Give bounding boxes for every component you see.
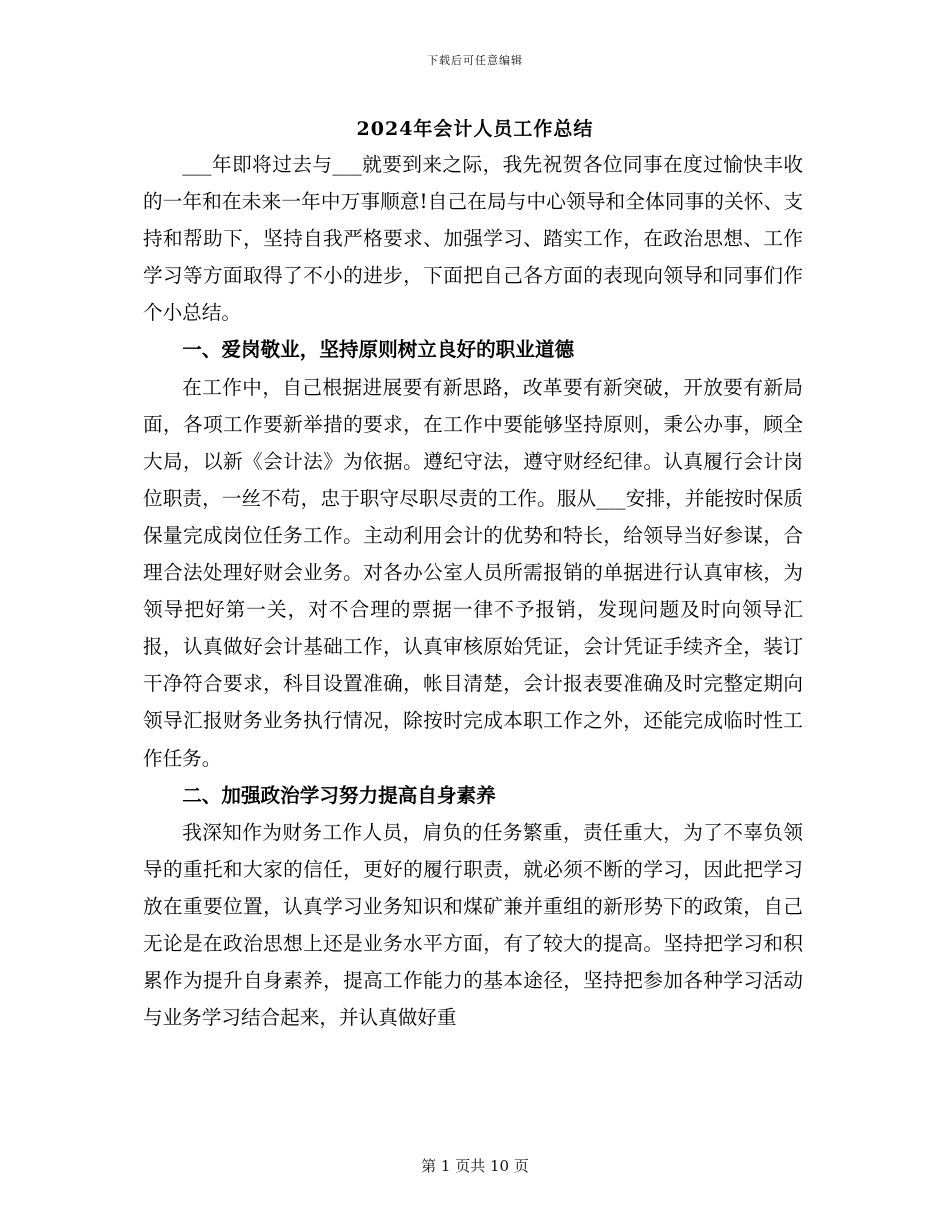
document-title: 2024年会计人员工作总结 bbox=[356, 118, 594, 140]
document-body bbox=[143, 146, 803, 1036]
page-header: 下载后可任意编辑 bbox=[427, 54, 523, 67]
intro-paragraph: ___年即将过去与___就要到来之际，我先祝贺各位同事在度过愉快丰收的一年和在未来一年中万事顺意!自己在局与中心领导和全体同事的关怀、支持和帮助下，坚持自我严格要求、加强学习、踏实工作，在政治思想、工作学习等方面取得了不小的进步，下面把自己各方面的表现向领导和同事们作个小总结。 bbox=[143, 153, 803, 325]
page-footer: 第 1 页共 10 页 bbox=[421, 1157, 529, 1175]
section-2-paragraph: 我深知作为财务工作人员，肩负的任务繁重，责任重大，为了不辜负领导的重托和大家的信任，更好的履行职责，就必须不断的学习，因此把学习放在重要位置，认真学习业务知识和煤矿兼并重组的新形势下的政策，自己无论是在政治思想上还是业务水平方面，有了较大的提高。坚持把学习和积累作为提升自身素养，提高工作能力的基本途径，坚持把参加各种学习活动与业务学习结合起来，并认真做好重 bbox=[143, 820, 803, 1030]
section-1-paragraph: 在工作中，自己根据进展要有新思路，改革要有新突破，开放要有新局面，各项工作要新举措的要求，在工作中要能够坚持原则，秉公办事，顾全大局，以新《会计法》为依据。遵纪守法，遵守财经纪律。认真履行会计岗位职责，一丝不苟，忠于职守尽职尽责的工作。服从___安排，并能按时保质保量完成岗位任务工作。主动利用会计的优势和特长，给领导当好参谋，合理合法处理好财会业务。对各办公室人员所需报销的单据进行认真审核，为领导把好第一关，对不合理的票据一律不予报销，发现问题及时向领导汇报，认真做好会计基础工作，认真审核原始凭证，会计凭证手续齐全，装订干净符合要求，科目设置准确，帐目清楚，会计报表要准确及时完整定期向领导汇报财务业务执行情况，除按时完成本职工作之外，还能完成临时性工作任务。 bbox=[143, 375, 803, 770]
section-2-heading: 二、加强政治学习努力提高自身素养 bbox=[182, 783, 496, 807]
section-1-heading: 一、爱岗敬业，坚持原则树立良好的职业道德 bbox=[182, 338, 575, 362]
